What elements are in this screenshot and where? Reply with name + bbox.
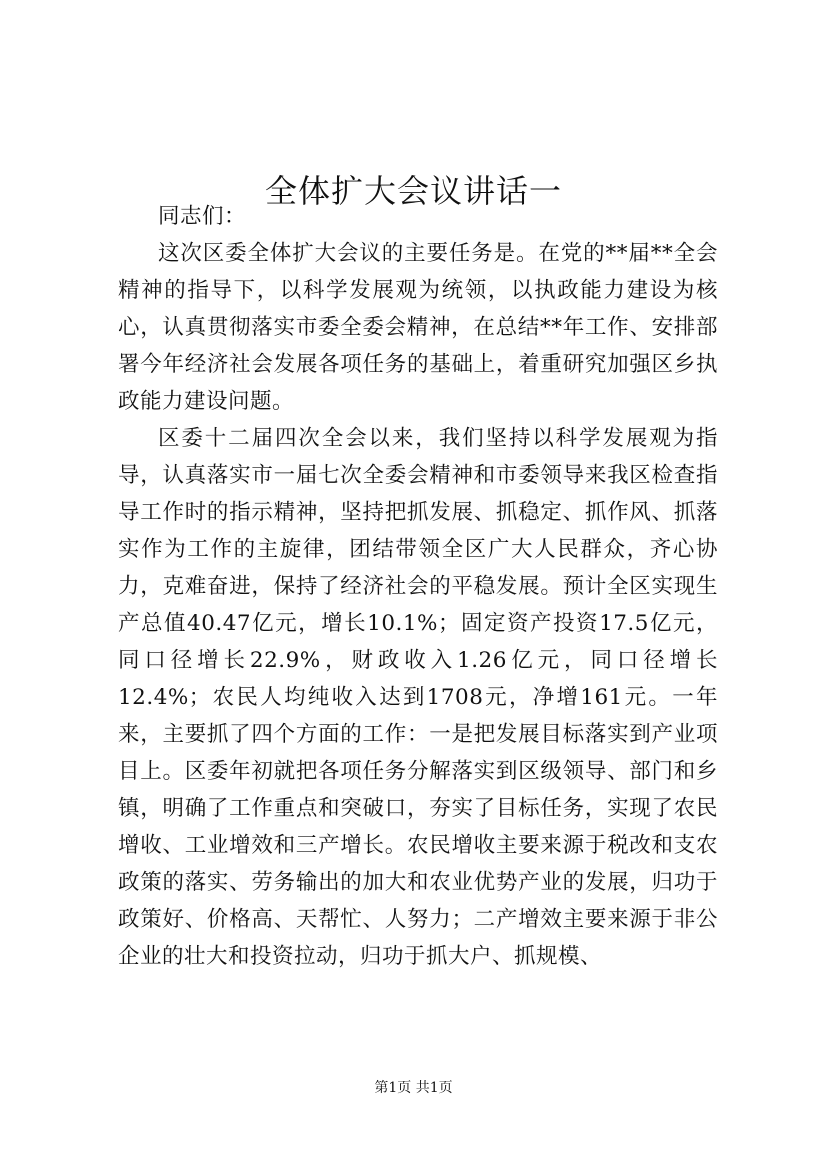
page-footer: 第1页 共1页: [374, 1080, 453, 1096]
document-title: 全体扩大会议讲话一: [264, 172, 562, 211]
paragraph-2: 区委十二届四次全会以来，我们坚持以科学发展观为指导，认真落实市一届七次全委会精神和市委领导来我区检查指导工作时的指示精神，坚持把抓发展、抓稳定、抓作风、抓落实作为工作的主旋律，团结带领全区广大人民群众，齐心协力，克难奋进，保持了经济社会的平稳发展。预计全区实现生产总值40.47亿元，增长10.1%；固定资产投资17.5亿元，同口径增长22.9%，财政收入1.26亿元，同口径增长12.4%；农民人均纯收入达到1708元，净增161元。一年来，主要抓了四个方面的工作：一是把发展目标落实到产业项目上。区委年初就把各项任务分解落实到区级领导、部门和乡镇，明确了工作重点和突破口，夯实了目标任务，实现了农民增收、工业增效和三产增长。农民增收主要来源于税改和支农政策的落实、劳务输出的加大和农业优势产业的发展，归功于政策好、价格高、天帮忙、人努力；二产增效主要来源于非公企业的壮大和投资拉动，归功于抓大户、抓规模、: [118, 426, 718, 969]
document-body: [118, 198, 718, 975]
paragraph-1: 这次区委全体扩大会议的主要任务是。在党的**届**全会精神的指导下，以科学发展观为统领，以执政能力建设为核心，认真贯彻落实市委全委会精神，在总结**年工作、安排部署今年经济社会发展各项任务的基础上，着重研究加强区乡执政能力建设问题。: [118, 241, 718, 414]
salutation: 同志们：: [158, 204, 247, 229]
